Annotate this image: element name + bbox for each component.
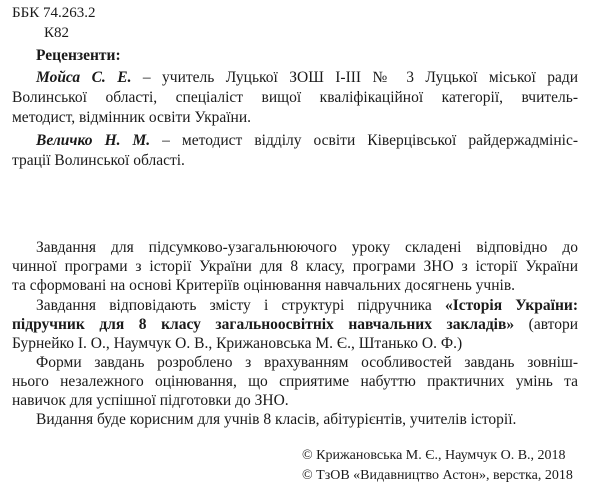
reviewer-2-text-1: – методист відділу освіти Ківерцівської райдержадмініс- (150, 132, 579, 149)
copyright-publisher: © ТзОВ «Видавництво Астон», верстка, 2018 (302, 468, 573, 483)
author-mark: К82 (44, 25, 70, 41)
paragraph-1-line-2: чинної програми з історії України для 8 класу, програми ЗНО з історії України (12, 258, 578, 275)
paragraph-3-line-3: навичок для успішної підготовки до ЗНО. (12, 392, 289, 409)
textbook-title-part-1: «Історія України: (444, 297, 578, 314)
paragraph-1-line-1: Завдання для підсумково-узагальнюючого уроку складені відповідно до (36, 239, 578, 256)
paragraph-4-line-1: Видання буде корисним для учнів 8 класів, абітурієнтів, учителів історії. (36, 411, 517, 428)
reviewer-1-line-3: методист, відмінник освіти України. (12, 109, 252, 126)
paragraph-2-authors-open: (автори (514, 316, 578, 333)
paragraph-3-line-2: нього незалежного оцінювання, що сприятиме набуттю практичних умінь та (12, 373, 578, 390)
reviewer-1-name: Мойса С. Е. (36, 69, 132, 86)
copyright-authors: © Крижановська М. Є., Наумчук О. В., 2018 (302, 448, 566, 463)
reviewer-2-line-2: трації Волинської області. (12, 152, 185, 169)
paragraph-2-prefix: Завдання відповідають змісту і структурі підручника (36, 297, 445, 314)
reviewer-1-text-1: – учитель Луцької ЗОШ І-ІІІ № 3 Луцької міської ради (131, 69, 579, 86)
reviewer-1-line-1 (36, 68, 578, 87)
bbk-code: ББК 74.263.2 (12, 5, 96, 21)
reviewer-2-name: Величко Н. М. (36, 132, 151, 149)
reviewer-2-line-1 (36, 131, 578, 150)
paragraph-2-line-1 (36, 296, 578, 315)
paragraph-2-line-2 (12, 315, 578, 334)
textbook-title-part-2: підручник для 8 класу загальноосвітніх навчальних закладів» (12, 316, 515, 333)
paragraph-2-line-3: Бурнейко І. О., Наумчук О. В., Крижановська М. Є., Штанько О. Ф.) (12, 335, 463, 352)
paragraph-3-line-1: Форми завдань розроблено з врахуванням особливостей завдань зовніш- (36, 354, 578, 371)
reviewer-1-line-2: Волинської області, спеціаліст вищої кваліфікаційної категорії, вчитель- (12, 89, 578, 106)
paragraph-1-line-3: та сформовані на основі Критеріїв оцінювання навчальних досягнень учнів. (12, 277, 516, 294)
reviewers-heading: Рецензенти: (36, 47, 121, 64)
